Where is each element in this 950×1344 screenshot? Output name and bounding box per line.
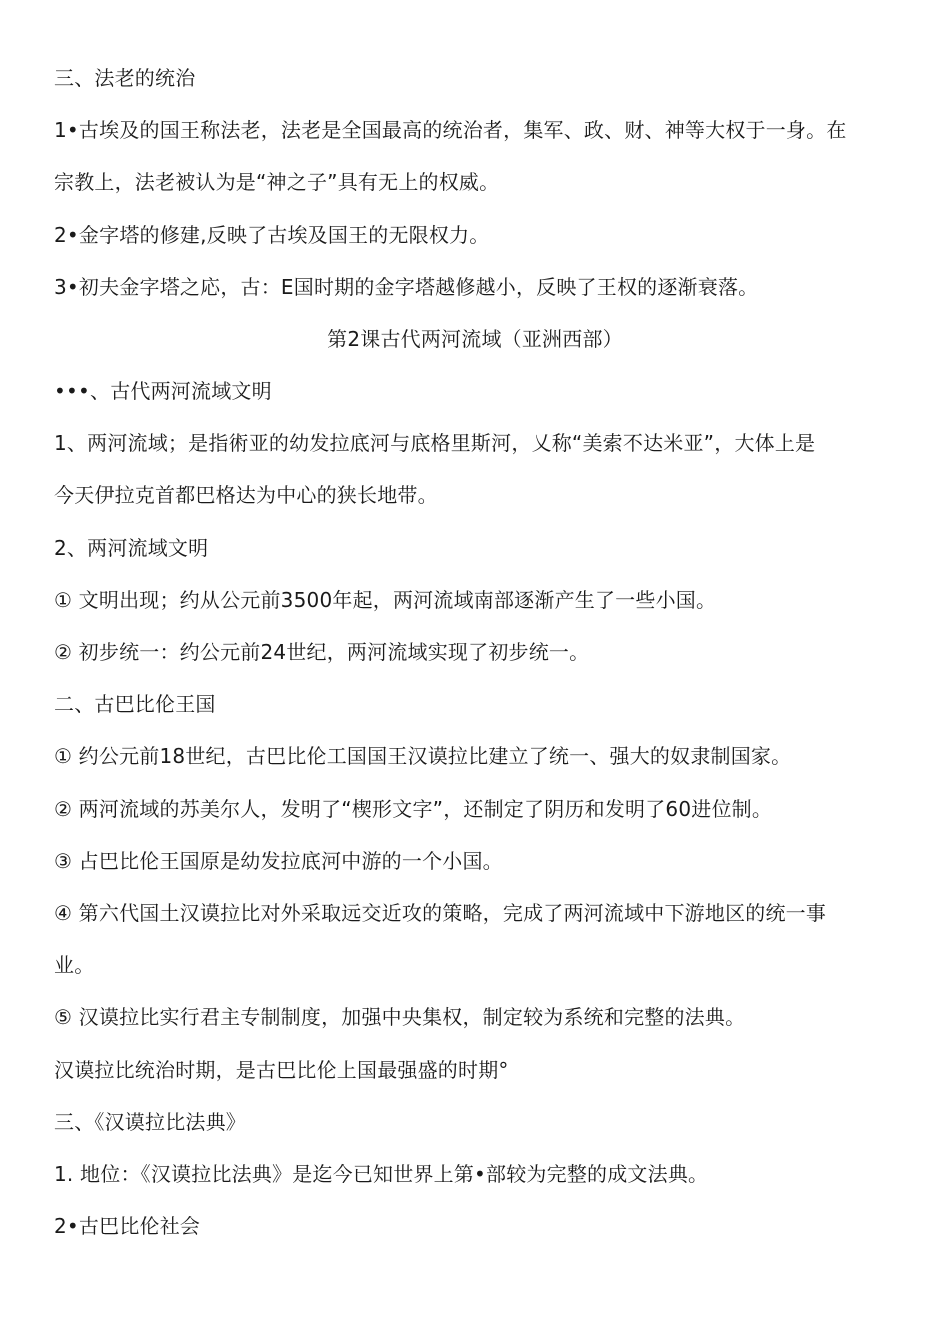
list-item-continuation: 业。 [54, 953, 95, 977]
paragraph-line: 1、两河流域；是指術亚的幼发拉底河与底格里斯河，乂称“美索不达米亚”，大体上是 [54, 431, 816, 455]
list-item: ① 约公元前18世纪，古巴比伦工国国王汉谟拉比建立了统一、强大的奴隶制国家。 [54, 744, 792, 768]
subheading: 2、两河流域文明 [54, 536, 209, 560]
list-item: ② 两河流域的苏美尔人，发明了“楔形文字”，还制定了阴历和发明了60进位制。 [54, 797, 773, 821]
subheading: 2•古巴比伦社会 [54, 1214, 201, 1238]
section-heading-babylon: 二、古巴比伦王国 [54, 692, 216, 716]
paragraph-line: 1•古埃及的国王称法老，法老是全国最高的统治者，集军、政、财、神等大权于一身。在 [54, 118, 847, 142]
list-item: ④ 第六代国土汉谟拉比对外采取远交近攻的策略，完成了两河流域中下游地区的统一事 [54, 901, 827, 925]
list-item: ③ 占巴比伦王国原是幼发拉底河中游的一个小国。 [54, 849, 503, 873]
list-item: ⑤ 汉谟拉比实行君主专制制度，加强中央集权，制定较为系统和完整的法典。 [54, 1005, 746, 1029]
paragraph-line: 汉谟拉比统治时期，是古巴比伦上国最强盛的时期° [54, 1058, 509, 1082]
paragraph-line: 3•初夫金字塔之応，古：E国时期的金字塔越修越小，反映了王权的逐渐衰落。 [54, 275, 759, 299]
section-heading-civilization: •••、古代两河流域文明 [54, 379, 272, 403]
list-item: ② 初步统一：约公元前24世纪，两河流域实现了初步统一。 [54, 640, 590, 664]
lesson-title: 第2课古代两河流域（亚洲西部） [327, 327, 623, 351]
paragraph-line: 宗教上，法老被认为是“神之子”具有无上的权威。 [54, 170, 500, 194]
paragraph-line: 今天伊拉克首都巴格达为中心的狭长地带。 [54, 483, 438, 507]
section-heading-code: 三、《汉谟拉比法典》 [54, 1110, 246, 1134]
paragraph-line: 1. 地位：《汉谟拉比法典》是迄今已知世界上第•部较为完整的成文法典。 [54, 1162, 709, 1186]
paragraph-line: 2•金字塔的修建,反映了古埃及国王的无限权力。 [54, 223, 490, 247]
list-item: ① 文明出现；约从公元前3500年起，两河流域南部逐渐产生了一些小国。 [54, 588, 717, 612]
section-heading-pharaoh-rule: 三、法老的统治 [54, 66, 196, 90]
